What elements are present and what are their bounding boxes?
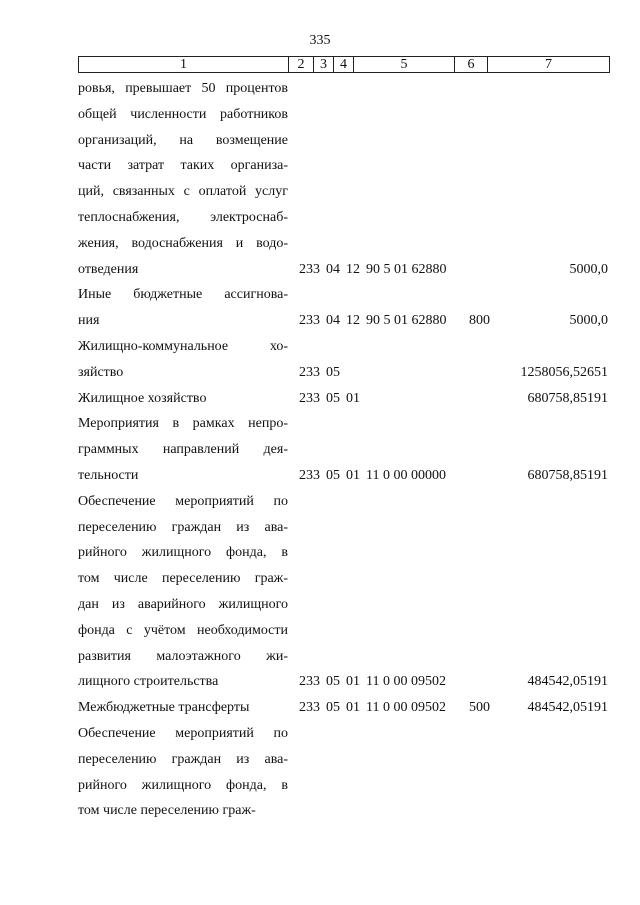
table-row: [78, 695, 610, 721]
subsection-code: 01: [346, 674, 360, 690]
target-article-code: 11 0 00 00000: [366, 467, 446, 483]
target-article-code: 90 5 01 62880: [366, 261, 447, 277]
description-line: Мероприятия в рамках непро-: [78, 416, 288, 432]
description-line: жения, водоснабжения и водо-: [78, 235, 288, 251]
table-body: [78, 76, 610, 824]
page-number: 335: [309, 33, 331, 48]
row-codes: [299, 695, 499, 721]
description-line: теплоснабжения, электроснаб-: [78, 209, 288, 225]
description-line: Обеспечение мероприятий по: [78, 725, 288, 741]
target-article-code: 11 0 00 09502: [366, 674, 446, 690]
description-line: общей численности работников: [78, 106, 288, 122]
row-description: [78, 695, 288, 721]
ministry-code: 233: [299, 467, 320, 483]
expense-type-code: 500: [469, 700, 490, 716]
table-row: [78, 489, 610, 695]
description-line: тельности: [78, 467, 139, 483]
section-code: 05: [326, 467, 340, 483]
row-codes: [299, 386, 499, 412]
description-line: рийного жилищного фонда, в: [78, 777, 288, 793]
ministry-code: 233: [299, 313, 320, 329]
header-col-2: 2: [289, 57, 314, 73]
ministry-code: 233: [299, 674, 320, 690]
section-code: 05: [326, 700, 340, 716]
table-header: [78, 56, 610, 73]
description-line: переселению граждан из ава-: [78, 519, 288, 535]
description-line: том числе переселению граж-: [78, 571, 288, 587]
row-amount: 5000,0: [569, 313, 608, 329]
description-line: Обеспечение мероприятий по: [78, 493, 288, 509]
row-description: [78, 721, 288, 824]
description-line: фонда с учётом необходимости: [78, 622, 288, 638]
description-line: развития малоэтажного жи-: [78, 648, 288, 664]
row-codes: [299, 669, 499, 695]
row-amount: 484542,05191: [527, 700, 608, 716]
ministry-code: 233: [299, 364, 320, 380]
section-code: 05: [326, 364, 340, 380]
description-line: Иные бюджетные ассигнова-: [78, 287, 288, 303]
row-amount: 484542,05191: [527, 674, 608, 690]
table-row: [78, 334, 610, 386]
header-col-4: 4: [334, 57, 354, 73]
ministry-code: 233: [299, 700, 320, 716]
target-article-code: 90 5 01 62880: [366, 313, 447, 329]
description-line: организаций, на возмещение: [78, 132, 288, 148]
row-description: [78, 386, 288, 412]
row-codes: [299, 308, 499, 334]
row-description: [78, 282, 288, 334]
row-codes: [299, 463, 499, 489]
target-article-code: 11 0 00 09502: [366, 700, 446, 716]
subsection-code: 12: [346, 313, 360, 329]
row-amount: 680758,85191: [527, 467, 608, 483]
row-description: [78, 411, 288, 488]
subsection-code: 01: [346, 467, 360, 483]
description-line: переселению граждан из ава-: [78, 751, 288, 767]
description-line: Жилищно-коммунальное хо-: [78, 338, 288, 354]
table-row: [78, 721, 610, 824]
description-line: Межбюджетные трансферты: [78, 700, 250, 716]
description-line: зяйство: [78, 364, 124, 380]
header-col-7: 7: [488, 57, 610, 73]
subsection-code: 01: [346, 390, 360, 406]
table-row: [78, 76, 610, 282]
description-line: рийного жилищного фонда, в: [78, 545, 288, 561]
description-line: отведения: [78, 261, 139, 277]
subsection-code: 01: [346, 700, 360, 716]
description-line: лищного строительства: [78, 674, 219, 690]
header-col-6: 6: [455, 57, 488, 73]
row-description: [78, 76, 288, 282]
row-description: [78, 489, 288, 695]
description-line: части затрат таких организа-: [78, 158, 288, 174]
section-code: 05: [326, 674, 340, 690]
header-col-3: 3: [314, 57, 334, 73]
table-row: [78, 282, 610, 334]
section-code: 04: [326, 313, 340, 329]
description-line: том числе переселению граж-: [78, 803, 256, 819]
section-code: 05: [326, 390, 340, 406]
header-col-5: 5: [354, 57, 455, 73]
description-line: ций, связанных с оплатой услуг: [78, 184, 288, 200]
section-code: 04: [326, 261, 340, 277]
row-codes: [299, 257, 499, 283]
row-codes: [299, 798, 499, 824]
description-line: граммных направлений дея-: [78, 442, 288, 458]
expense-type-code: 800: [469, 313, 490, 329]
description-line: ния: [78, 313, 100, 329]
row-amount: 680758,85191: [527, 390, 608, 406]
row-codes: [299, 360, 499, 386]
row-amount: 1258056,52651: [520, 364, 608, 380]
ministry-code: 233: [299, 261, 320, 277]
header-col-1: 1: [79, 57, 289, 73]
subsection-code: 12: [346, 261, 360, 277]
ministry-code: 233: [299, 390, 320, 406]
description-line: ровья, превышает 50 процентов: [78, 81, 288, 96]
description-line: дан из аварийного жилищного: [78, 596, 288, 612]
row-amount: 5000,0: [569, 261, 608, 277]
row-description: [78, 334, 288, 386]
description-line: Жилищное хозяйство: [78, 390, 207, 406]
table-row: [78, 411, 610, 488]
table-row: [78, 386, 610, 412]
